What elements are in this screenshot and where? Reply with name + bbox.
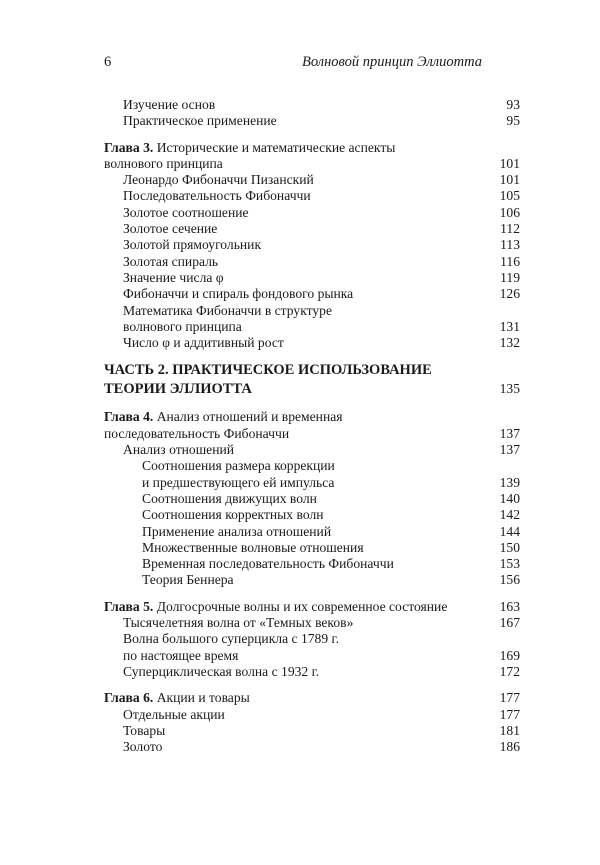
toc-subentry-page: 150 — [499, 539, 520, 555]
toc-subentry — [104, 491, 520, 507]
part-page: 135 — [499, 380, 520, 396]
toc-entry-title: Золото — [123, 739, 163, 755]
toc-subentry-title: Применение анализа отношений — [142, 523, 332, 539]
toc-subentry-title: Временная последовательность Фибоначчи — [142, 556, 394, 572]
toc-entry-page: 131 — [499, 318, 520, 334]
toc-entry-title-cont: волнового принципа — [123, 318, 242, 334]
toc-entry-title: Отдельные акции — [123, 706, 225, 722]
toc-entry-page: 95 — [506, 113, 520, 129]
running-title: Волновой принцип Эллиотта — [302, 54, 482, 70]
toc-entry-page: 106 — [499, 204, 520, 220]
chapter-title: Анализ отношений и временная — [156, 409, 343, 425]
toc-subentry-page: 142 — [499, 507, 520, 523]
part-heading-cont — [104, 380, 520, 399]
chapter-page: 177 — [499, 690, 520, 706]
toc-subentry — [104, 524, 520, 540]
chapter-page: 137 — [499, 425, 520, 441]
chapter-label: Глава 6. — [104, 690, 154, 706]
toc-entry — [104, 270, 520, 286]
toc-entry-page: 167 — [499, 615, 520, 631]
toc-subentry-page: 156 — [499, 572, 520, 588]
toc-entry — [104, 237, 520, 253]
toc-entry-title: Число φ и аддитивный рост — [123, 335, 284, 351]
toc-entry-page: 137 — [499, 442, 520, 458]
page-number: 6 — [104, 54, 112, 70]
toc-entry — [104, 221, 520, 237]
spacer — [104, 398, 520, 409]
toc-subentry-page: 144 — [499, 523, 520, 539]
toc-entry — [104, 188, 520, 204]
toc-entry — [104, 286, 520, 302]
toc-subentry — [104, 572, 520, 588]
toc-entry-title: Анализ отношений — [123, 442, 235, 458]
toc-entry — [104, 631, 520, 647]
table-of-contents — [104, 97, 520, 755]
chapter-title: Исторические и математические аспекты — [156, 139, 396, 155]
toc-entry — [104, 303, 520, 319]
toc-entry-title: Значение числа φ — [123, 269, 224, 285]
toc-entry-title: Золотое сечение — [123, 221, 218, 237]
toc-subentry — [104, 556, 520, 572]
spacer — [104, 680, 520, 690]
chapter-heading — [104, 599, 520, 615]
toc-subentry-title-cont: и предшествующего ей импульса — [142, 474, 335, 490]
toc-subentry — [104, 540, 520, 556]
spacer — [104, 589, 520, 599]
chapter-label: Глава 4. — [104, 409, 154, 425]
toc-entry-page: 132 — [499, 335, 520, 351]
chapter-heading — [104, 690, 520, 706]
spacer — [104, 351, 520, 362]
toc-entry — [104, 615, 520, 631]
part-title-cont: ТЕОРИИ ЭЛЛИОТТА — [104, 380, 252, 397]
toc-entry-title: Волна большого суперцикла с 1789 г. — [123, 631, 339, 647]
toc-subentry-page: 140 — [499, 490, 520, 506]
toc-entry-title: Изучение основ — [123, 97, 216, 112]
spacer — [104, 130, 520, 140]
toc-subentry-title: Теория Беннера — [142, 572, 234, 588]
toc-entry-title: Последовательность Фибоначчи — [123, 188, 311, 204]
toc-entry-page: 116 — [500, 253, 520, 269]
chapter-title: Акции и товары — [156, 690, 250, 706]
chapter-label: Глава 5. — [104, 598, 154, 614]
toc-entry — [104, 739, 520, 755]
toc-entry-title: Математика Фибоначчи в структуре — [123, 302, 333, 318]
toc-subentry-page: 139 — [499, 474, 520, 490]
toc-entry-title: Золотая спираль — [123, 253, 219, 269]
toc-entry-title: Золотой прямоугольник — [123, 237, 262, 253]
toc-subentry-page: 153 — [499, 556, 520, 572]
chapter-label: Глава 3. — [104, 139, 154, 155]
toc-subentry-title: Соотношения размера коррекции — [142, 458, 335, 474]
toc-entry-page: 177 — [499, 706, 520, 722]
toc-subentry-cont — [104, 475, 520, 491]
toc-entry — [104, 335, 520, 351]
toc-subentry-title: Множественные волновые отношения — [142, 539, 364, 555]
toc-entry-page: 119 — [500, 269, 520, 285]
toc-entry — [104, 664, 520, 680]
toc-entry-title: Тысячелетняя волна от «Темных веков» — [123, 615, 354, 631]
toc-entry — [104, 205, 520, 221]
toc-entry-title: Леонардо Фибоначчи Пизанский — [123, 172, 314, 188]
toc-entry-cont — [104, 319, 520, 335]
toc-entry-page: 93 — [506, 97, 520, 112]
toc-entry — [104, 113, 520, 129]
part-heading — [104, 362, 520, 380]
toc-entry-title: Фибоначчи и спираль фондового рынка — [123, 286, 354, 302]
toc-entry — [104, 97, 520, 113]
toc-entry — [104, 707, 520, 723]
toc-entry — [104, 254, 520, 270]
toc-subentry-title: Соотношения движущих волн — [142, 490, 317, 506]
chapter-heading-cont — [104, 426, 520, 442]
toc-entry-title: Товары — [123, 722, 166, 738]
toc-entry-title: Золотое соотношение — [123, 204, 249, 220]
toc-entry-page: 181 — [499, 722, 520, 738]
toc-entry-page: 126 — [499, 286, 520, 302]
toc-entry-page: 186 — [499, 739, 520, 755]
toc-entry-title-cont: по настоящее время — [123, 647, 239, 663]
toc-entry-page: 112 — [500, 221, 520, 237]
chapter-title: Долгосрочные волны и их современное состояние — [156, 598, 448, 614]
toc-entry-page: 169 — [499, 647, 520, 663]
chapter-heading — [104, 409, 520, 425]
toc-entry-page: 101 — [499, 172, 520, 188]
toc-subentry-title: Соотношения корректных волн — [142, 507, 324, 523]
page-header — [104, 54, 520, 74]
chapter-page: 101 — [499, 155, 520, 171]
toc-subentry — [104, 507, 520, 523]
chapter-heading — [104, 140, 520, 156]
toc-entry-cont — [104, 648, 520, 664]
toc-entry-page: 105 — [499, 188, 520, 204]
part-title: ЧАСТЬ 2. ПРАКТИЧЕСКОЕ ИСПОЛЬЗОВАНИЕ — [104, 362, 432, 379]
toc-entry — [104, 723, 520, 739]
toc-entry-page: 172 — [499, 663, 520, 679]
chapter-title-cont: последовательность Фибоначчи — [104, 425, 290, 441]
chapter-heading-cont — [104, 156, 520, 172]
toc-entry-page: 113 — [500, 237, 520, 253]
toc-subentry — [104, 458, 520, 474]
toc-entry — [104, 172, 520, 188]
toc-entry-title: Суперциклическая волна с 1932 г. — [123, 663, 320, 679]
chapter-page: 163 — [499, 598, 520, 614]
toc-entry — [104, 442, 520, 458]
toc-entry-title: Практическое применение — [123, 113, 277, 129]
chapter-title-cont: волнового принципа — [104, 155, 223, 171]
